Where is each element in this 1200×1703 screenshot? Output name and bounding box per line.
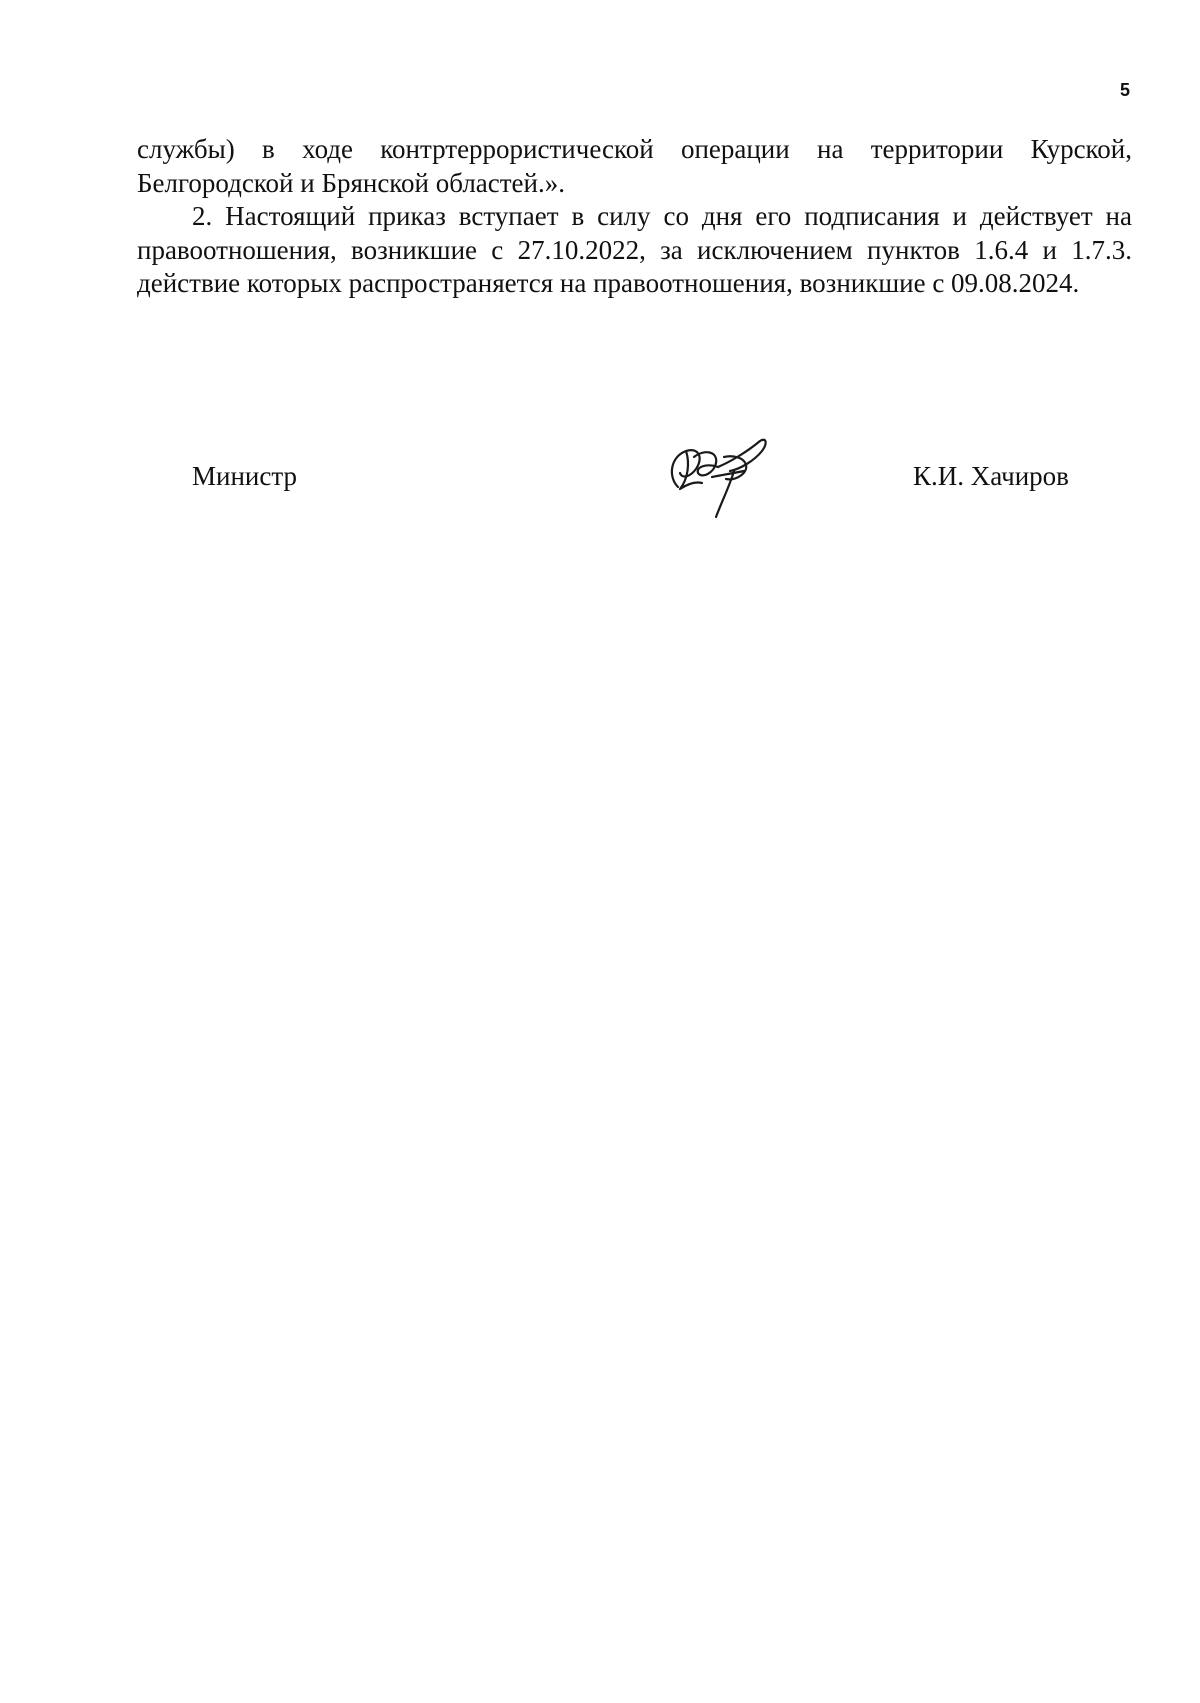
document-body [137,133,1132,301]
signatory-title: Министр [192,461,297,491]
signature-block [0,455,1200,515]
page-number: 5 [1119,80,1130,100]
handwritten-signature [660,427,780,519]
signatory-name: К.И. Хачиров [913,461,1069,491]
paragraph-effective-date: 2. Настоящий приказ вступает в силу со дня его подписания и действует на правоотношения, возникшие с 27.10.2022, за исключением пунктов 1.6.4 и 1.7.3. действие которых распространяется на правоотношения, возникшие с 09.08.2024. [137,201,1132,298]
paragraph-continuation: службы) в ходе контртеррористической операции на территории Курской, Белгородской и Брянской областей.». [137,134,1132,198]
